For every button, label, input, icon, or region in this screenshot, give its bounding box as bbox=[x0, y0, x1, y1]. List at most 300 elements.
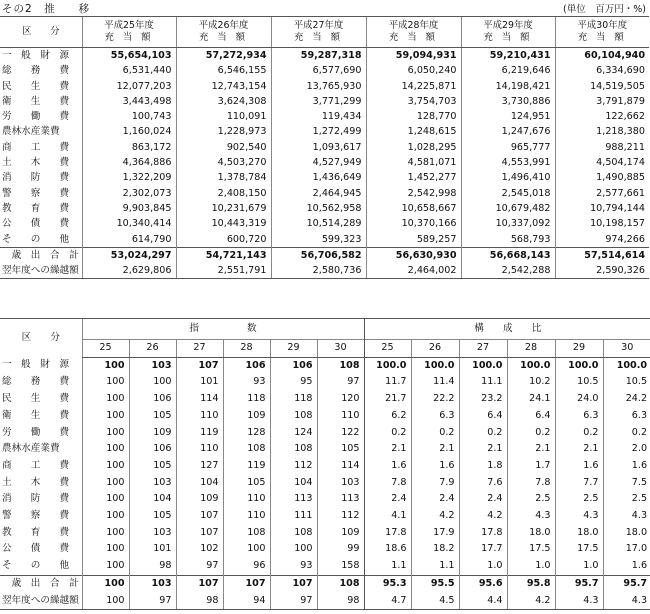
table-row bbox=[0, 508, 650, 525]
index-cell: 101 bbox=[176, 374, 223, 391]
row-label: 農林水産業費 bbox=[2, 126, 60, 138]
table-row bbox=[0, 525, 650, 542]
amount-cell: 2,545,018 bbox=[461, 186, 555, 201]
table-row bbox=[0, 155, 649, 170]
table-row bbox=[0, 247, 649, 263]
ratio-cell: 11.4 bbox=[411, 374, 459, 391]
amount-cell: 974,266 bbox=[555, 232, 649, 248]
index-cell: 100 bbox=[270, 541, 317, 558]
index-ratio-table bbox=[0, 318, 650, 610]
ratio-cell: 2.1 bbox=[555, 441, 603, 458]
amount-cell: 589,257 bbox=[366, 232, 461, 248]
index-cell: 109 bbox=[129, 425, 176, 442]
ratio-cell: 2.1 bbox=[507, 441, 555, 458]
index-cell: 113 bbox=[270, 491, 317, 508]
ratio-cell: 10.5 bbox=[555, 374, 603, 391]
amount-cell: 59,210,431 bbox=[461, 48, 555, 64]
ratio-cell: 10.5 bbox=[603, 374, 650, 391]
ratio-cell: 1.6 bbox=[411, 458, 459, 475]
ratio-cell: 4.3 bbox=[603, 593, 650, 610]
ratio-cell: 18.0 bbox=[603, 525, 650, 542]
index-cell: 97 bbox=[129, 593, 176, 610]
amount-cell: 965,777 bbox=[461, 140, 555, 155]
amount-cell: 10,658,667 bbox=[366, 201, 461, 216]
index-cell: 100 bbox=[82, 374, 129, 391]
index-cell: 110 bbox=[317, 408, 364, 425]
index-cell: 113 bbox=[317, 491, 364, 508]
index-cell: 102 bbox=[176, 541, 223, 558]
table-row bbox=[0, 357, 650, 374]
index-cell: 103 bbox=[129, 475, 176, 492]
index-cell: 100 bbox=[82, 408, 129, 425]
year-header-line2: 充 当 額 bbox=[198, 32, 249, 43]
year-header-line1: 平成26年度 bbox=[198, 20, 249, 31]
table1-header-row bbox=[0, 17, 649, 48]
row-label: 歳 出 合 計 bbox=[0, 575, 82, 592]
index-cell: 101 bbox=[129, 541, 176, 558]
table-row bbox=[0, 491, 650, 508]
index-year-1: 26 bbox=[129, 340, 176, 358]
index-cell: 100 bbox=[82, 458, 129, 475]
index-cell: 108 bbox=[270, 408, 317, 425]
amount-cell: 10,514,289 bbox=[271, 216, 366, 231]
index-cell: 100 bbox=[223, 541, 270, 558]
table2-year-row bbox=[0, 340, 650, 358]
ratio-year-1: 26 bbox=[411, 340, 459, 358]
row-label: 衛 生 費 bbox=[2, 409, 70, 421]
index-group-header: 指 数 bbox=[82, 319, 364, 340]
ratio-cell: 1.0 bbox=[555, 558, 603, 575]
amount-cell: 55,654,103 bbox=[82, 48, 176, 64]
table-row bbox=[0, 79, 649, 94]
amount-cell: 14,519,505 bbox=[555, 79, 649, 94]
amount-cell: 110,091 bbox=[176, 109, 271, 124]
amount-cell: 10,231,679 bbox=[176, 201, 271, 216]
amount-cell: 10,562,958 bbox=[271, 201, 366, 216]
amount-cell: 1,452,277 bbox=[366, 170, 461, 185]
index-year-4: 29 bbox=[270, 340, 317, 358]
amount-cell: 10,198,157 bbox=[555, 216, 649, 231]
index-cell: 109 bbox=[176, 491, 223, 508]
amount-cell: 2,302,073 bbox=[82, 186, 176, 201]
index-cell: 108 bbox=[317, 575, 364, 592]
ratio-cell: 1.7 bbox=[507, 458, 555, 475]
year-header-line2: 充 当 額 bbox=[483, 32, 533, 43]
table-row bbox=[0, 140, 649, 155]
amount-cell: 1,093,617 bbox=[271, 140, 366, 155]
ratio-cell: 0.2 bbox=[555, 425, 603, 442]
index-cell: 100 bbox=[82, 357, 129, 374]
ratio-group-header: 構 成 比 bbox=[364, 319, 650, 340]
index-cell: 127 bbox=[176, 458, 223, 475]
index-cell: 122 bbox=[317, 425, 364, 442]
index-cell: 100 bbox=[129, 374, 176, 391]
ratio-cell: 1.6 bbox=[603, 458, 650, 475]
ratio-cell: 2.5 bbox=[603, 491, 650, 508]
ratio-cell: 23.2 bbox=[459, 391, 507, 408]
ratio-cell: 21.7 bbox=[364, 391, 411, 408]
ratio-cell: 95.5 bbox=[411, 575, 459, 592]
table1-header-label: 区 分 bbox=[0, 17, 82, 48]
row-label: 一 般 財 源 bbox=[2, 50, 70, 61]
amount-cell: 1,436,649 bbox=[271, 170, 366, 185]
row-label: 労 働 費 bbox=[2, 111, 70, 123]
amount-cell: 60,104,940 bbox=[555, 48, 649, 64]
table-row bbox=[0, 475, 650, 492]
table-row bbox=[0, 48, 649, 64]
row-label: 総 務 費 bbox=[2, 376, 70, 388]
amount-cell: 10,370,166 bbox=[366, 216, 461, 231]
ratio-cell: 11.1 bbox=[459, 374, 507, 391]
ratio-cell: 2.0 bbox=[603, 441, 650, 458]
amount-cell: 568,793 bbox=[461, 232, 555, 248]
year-header-1 bbox=[176, 17, 271, 48]
ratio-cell: 1.8 bbox=[459, 458, 507, 475]
ratio-year-3: 28 bbox=[507, 340, 555, 358]
ratio-cell: 2.5 bbox=[507, 491, 555, 508]
ratio-cell: 6.3 bbox=[555, 408, 603, 425]
amount-cell: 2,464,945 bbox=[271, 186, 366, 201]
year-header-line2: 充 当 額 bbox=[104, 32, 154, 43]
amount-cell: 54,721,143 bbox=[176, 247, 271, 263]
index-cell: 100 bbox=[82, 491, 129, 508]
amount-cell: 10,340,414 bbox=[82, 216, 176, 231]
ratio-cell: 4.1 bbox=[364, 508, 411, 525]
ratio-cell: 0.2 bbox=[411, 425, 459, 442]
table-row bbox=[0, 441, 650, 458]
ratio-cell: 2.4 bbox=[411, 491, 459, 508]
index-cell: 124 bbox=[270, 425, 317, 442]
ratio-cell: 4.5 bbox=[411, 593, 459, 610]
ratio-cell: 7.8 bbox=[507, 475, 555, 492]
amount-cell: 119,434 bbox=[271, 109, 366, 124]
index-cell: 120 bbox=[317, 391, 364, 408]
amount-cell: 14,225,871 bbox=[366, 79, 461, 94]
amount-cell: 6,577,690 bbox=[271, 63, 366, 78]
amount-cell: 6,334,690 bbox=[555, 63, 649, 78]
row-label: 商 工 費 bbox=[2, 141, 70, 153]
ratio-cell: 100.0 bbox=[364, 357, 411, 374]
table-row bbox=[0, 374, 650, 391]
ratio-cell: 0.2 bbox=[507, 425, 555, 442]
ratio-cell: 7.5 bbox=[603, 475, 650, 492]
ratio-cell: 95.7 bbox=[555, 575, 603, 592]
year-header-line1: 平成28年度 bbox=[388, 20, 439, 31]
amount-cell: 3,624,308 bbox=[176, 94, 271, 109]
row-label: 農林水産業費 bbox=[2, 443, 60, 455]
ratio-cell: 4.2 bbox=[459, 508, 507, 525]
index-cell: 107 bbox=[176, 525, 223, 542]
amount-cell: 12,743,154 bbox=[176, 79, 271, 94]
table-row bbox=[0, 575, 650, 592]
row-label: 翌年度への繰越額 bbox=[0, 593, 82, 610]
unit-note: (単位 百万円・%) bbox=[563, 4, 646, 15]
ratio-cell: 95.8 bbox=[507, 575, 555, 592]
ratio-cell: 18.6 bbox=[364, 541, 411, 558]
table2-header-label: 区 分 bbox=[0, 319, 82, 358]
amount-cell: 2,542,998 bbox=[366, 186, 461, 201]
index-year-0: 25 bbox=[82, 340, 129, 358]
row-label: 民 生 費 bbox=[2, 393, 70, 405]
index-cell: 108 bbox=[223, 441, 270, 458]
ratio-cell: 17.5 bbox=[555, 541, 603, 558]
index-cell: 106 bbox=[223, 357, 270, 374]
ratio-cell: 1.1 bbox=[364, 558, 411, 575]
index-cell: 93 bbox=[223, 374, 270, 391]
index-cell: 98 bbox=[129, 558, 176, 575]
table-row bbox=[0, 109, 649, 124]
amount-cell: 2,542,288 bbox=[461, 263, 555, 279]
ratio-cell: 17.9 bbox=[411, 525, 459, 542]
ratio-cell: 7.6 bbox=[459, 475, 507, 492]
index-cell: 100 bbox=[82, 558, 129, 575]
index-cell: 104 bbox=[176, 475, 223, 492]
amount-cell: 3,791,879 bbox=[555, 94, 649, 109]
amount-cell: 4,527,949 bbox=[271, 155, 366, 170]
table-row bbox=[0, 186, 649, 201]
amount-cell: 3,443,498 bbox=[82, 94, 176, 109]
ratio-cell: 7.9 bbox=[411, 475, 459, 492]
ratio-cell: 6.3 bbox=[603, 408, 650, 425]
year-header-line1: 平成29年度 bbox=[483, 20, 533, 31]
ratio-cell: 4.2 bbox=[507, 593, 555, 610]
amount-cell: 6,546,155 bbox=[176, 63, 271, 78]
year-header-line2: 充 当 額 bbox=[293, 32, 344, 43]
amount-cell: 1,160,024 bbox=[82, 124, 176, 139]
index-cell: 118 bbox=[270, 391, 317, 408]
amount-cell: 1,228,973 bbox=[176, 124, 271, 139]
index-cell: 112 bbox=[270, 458, 317, 475]
index-cell: 108 bbox=[270, 441, 317, 458]
ratio-cell: 0.2 bbox=[459, 425, 507, 442]
ratio-cell: 18.0 bbox=[507, 525, 555, 542]
amount-cell: 3,754,703 bbox=[366, 94, 461, 109]
table-row bbox=[0, 541, 650, 558]
ratio-cell: 17.8 bbox=[364, 525, 411, 542]
row-label: 総 務 費 bbox=[2, 65, 70, 77]
row-label: 民 生 費 bbox=[2, 80, 70, 92]
amount-cell: 2,464,002 bbox=[366, 263, 461, 279]
ratio-year-2: 27 bbox=[459, 340, 507, 358]
table2-group-row bbox=[0, 319, 650, 340]
ratio-cell: 4.3 bbox=[507, 508, 555, 525]
row-label: 消 防 費 bbox=[2, 172, 70, 184]
index-cell: 107 bbox=[223, 575, 270, 592]
index-cell: 103 bbox=[317, 475, 364, 492]
year-header-line1: 平成25年度 bbox=[104, 20, 154, 31]
index-cell: 105 bbox=[129, 408, 176, 425]
ratio-cell: 1.6 bbox=[364, 458, 411, 475]
amount-cell: 13,765,930 bbox=[271, 79, 366, 94]
amount-cell: 57,514,614 bbox=[555, 247, 649, 263]
index-cell: 107 bbox=[176, 508, 223, 525]
index-year-5: 30 bbox=[317, 340, 364, 358]
index-cell: 100 bbox=[82, 391, 129, 408]
ratio-cell: 2.1 bbox=[459, 441, 507, 458]
row-label: 警 察 費 bbox=[2, 187, 70, 199]
index-cell: 105 bbox=[317, 441, 364, 458]
ratio-cell: 6.4 bbox=[507, 408, 555, 425]
page-title: その2 推 移 bbox=[2, 3, 91, 15]
index-cell: 114 bbox=[176, 391, 223, 408]
index-cell: 93 bbox=[270, 558, 317, 575]
index-cell: 106 bbox=[129, 441, 176, 458]
year-header-0 bbox=[82, 17, 176, 48]
ratio-cell: 17.7 bbox=[459, 541, 507, 558]
ratio-cell: 4.3 bbox=[555, 508, 603, 525]
row-label: 公 債 費 bbox=[2, 218, 70, 230]
table-row bbox=[0, 170, 649, 185]
ratio-cell: 7.8 bbox=[364, 475, 411, 492]
ratio-cell: 6.3 bbox=[411, 408, 459, 425]
table-row bbox=[0, 124, 649, 139]
index-cell: 100 bbox=[82, 508, 129, 525]
ratio-cell: 6.4 bbox=[459, 408, 507, 425]
ratio-year-0: 25 bbox=[364, 340, 411, 358]
year-header-3 bbox=[366, 17, 461, 48]
amount-cell: 4,503,270 bbox=[176, 155, 271, 170]
table-row bbox=[0, 593, 650, 610]
ratio-cell: 4.3 bbox=[603, 508, 650, 525]
ratio-cell: 24.1 bbox=[507, 391, 555, 408]
amount-cell: 2,551,791 bbox=[176, 263, 271, 279]
index-cell: 111 bbox=[270, 508, 317, 525]
ratio-cell: 95.3 bbox=[364, 575, 411, 592]
amount-cell: 1,247,676 bbox=[461, 124, 555, 139]
amount-cell: 57,272,934 bbox=[176, 48, 271, 64]
amount-cell: 59,287,318 bbox=[271, 48, 366, 64]
index-cell: 128 bbox=[223, 425, 270, 442]
year-header-2 bbox=[271, 17, 366, 48]
amount-cell: 1,272,499 bbox=[271, 124, 366, 139]
ratio-cell: 100.0 bbox=[411, 357, 459, 374]
table-row bbox=[0, 558, 650, 575]
amount-cell: 2,577,661 bbox=[555, 186, 649, 201]
index-cell: 100 bbox=[82, 441, 129, 458]
amount-cell: 599,323 bbox=[271, 232, 366, 248]
amount-cell: 10,794,144 bbox=[555, 201, 649, 216]
index-cell: 119 bbox=[176, 425, 223, 442]
index-cell: 107 bbox=[176, 357, 223, 374]
amount-cell: 1,490,885 bbox=[555, 170, 649, 185]
amount-cell: 4,504,174 bbox=[555, 155, 649, 170]
index-cell: 97 bbox=[270, 593, 317, 610]
amount-cell: 4,364,886 bbox=[82, 155, 176, 170]
amount-cell: 12,077,203 bbox=[82, 79, 176, 94]
index-cell: 119 bbox=[223, 458, 270, 475]
index-cell: 114 bbox=[317, 458, 364, 475]
index-cell: 105 bbox=[223, 475, 270, 492]
ratio-cell: 17.0 bbox=[603, 541, 650, 558]
year-header-line2: 充 当 額 bbox=[388, 32, 439, 43]
row-label: 教 育 費 bbox=[2, 202, 70, 214]
row-label: 警 察 費 bbox=[2, 510, 70, 522]
row-label: 土 木 費 bbox=[2, 157, 70, 169]
year-header-4 bbox=[461, 17, 555, 48]
amount-cell: 1,218,380 bbox=[555, 124, 649, 139]
ratio-cell: 1.6 bbox=[555, 458, 603, 475]
amount-cell: 600,720 bbox=[176, 232, 271, 248]
ratio-cell: 7.7 bbox=[555, 475, 603, 492]
ratio-cell: 17.8 bbox=[459, 525, 507, 542]
amount-cell: 56,630,930 bbox=[366, 247, 461, 263]
ratio-cell: 100.0 bbox=[603, 357, 650, 374]
row-label: 一 般 財 源 bbox=[2, 359, 70, 371]
amount-cell: 4,581,071 bbox=[366, 155, 461, 170]
table-row bbox=[0, 408, 650, 425]
ratio-cell: 2.1 bbox=[411, 441, 459, 458]
amount-cell: 1,496,410 bbox=[461, 170, 555, 185]
index-cell: 96 bbox=[223, 558, 270, 575]
amount-cell: 122,662 bbox=[555, 109, 649, 124]
table-row bbox=[0, 63, 649, 78]
amount-cell: 10,443,319 bbox=[176, 216, 271, 231]
ratio-cell: 11.7 bbox=[364, 374, 411, 391]
allocation-table bbox=[0, 16, 649, 279]
amount-cell: 1,028,295 bbox=[366, 140, 461, 155]
ratio-cell: 4.2 bbox=[411, 508, 459, 525]
ratio-cell: 4.7 bbox=[364, 593, 411, 610]
index-cell: 109 bbox=[317, 525, 364, 542]
amount-cell: 614,790 bbox=[82, 232, 176, 248]
index-cell: 108 bbox=[223, 525, 270, 542]
amount-cell: 2,629,806 bbox=[82, 263, 176, 279]
amount-cell: 1,248,615 bbox=[366, 124, 461, 139]
row-label: 労 働 費 bbox=[2, 426, 70, 438]
index-cell: 100 bbox=[82, 593, 129, 610]
index-cell: 110 bbox=[223, 491, 270, 508]
index-cell: 110 bbox=[176, 441, 223, 458]
amount-cell: 2,408,150 bbox=[176, 186, 271, 201]
table-row bbox=[0, 94, 649, 109]
amount-cell: 2,590,326 bbox=[555, 263, 649, 279]
ratio-year-4: 29 bbox=[555, 340, 603, 358]
index-cell: 108 bbox=[317, 357, 364, 374]
index-cell: 103 bbox=[129, 575, 176, 592]
index-cell: 106 bbox=[270, 357, 317, 374]
index-year-3: 28 bbox=[223, 340, 270, 358]
index-cell: 97 bbox=[317, 374, 364, 391]
amount-cell: 53,024,297 bbox=[82, 247, 176, 263]
amount-cell: 6,050,240 bbox=[366, 63, 461, 78]
ratio-cell: 95.6 bbox=[459, 575, 507, 592]
ratio-cell: 4.3 bbox=[555, 593, 603, 610]
table-row bbox=[0, 263, 649, 279]
index-cell: 100 bbox=[82, 541, 129, 558]
ratio-cell: 10.2 bbox=[507, 374, 555, 391]
ratio-cell: 24.2 bbox=[603, 391, 650, 408]
amount-cell: 902,540 bbox=[176, 140, 271, 155]
ratio-year-5: 30 bbox=[603, 340, 650, 358]
index-cell: 104 bbox=[129, 491, 176, 508]
amount-cell: 56,668,143 bbox=[461, 247, 555, 263]
ratio-cell: 2.4 bbox=[364, 491, 411, 508]
amount-cell: 10,679,482 bbox=[461, 201, 555, 216]
index-cell: 99 bbox=[317, 541, 364, 558]
amount-cell: 6,219,646 bbox=[461, 63, 555, 78]
table-row bbox=[0, 216, 649, 231]
row-label: そ の 他 bbox=[2, 560, 70, 572]
ratio-cell: 18.0 bbox=[555, 525, 603, 542]
amount-cell: 1,378,784 bbox=[176, 170, 271, 185]
ratio-cell: 1.0 bbox=[507, 558, 555, 575]
ratio-cell: 2.5 bbox=[555, 491, 603, 508]
index-cell: 112 bbox=[317, 508, 364, 525]
index-cell: 100 bbox=[82, 475, 129, 492]
index-cell: 118 bbox=[223, 391, 270, 408]
amount-cell: 56,706,582 bbox=[271, 247, 366, 263]
ratio-cell: 1.0 bbox=[459, 558, 507, 575]
